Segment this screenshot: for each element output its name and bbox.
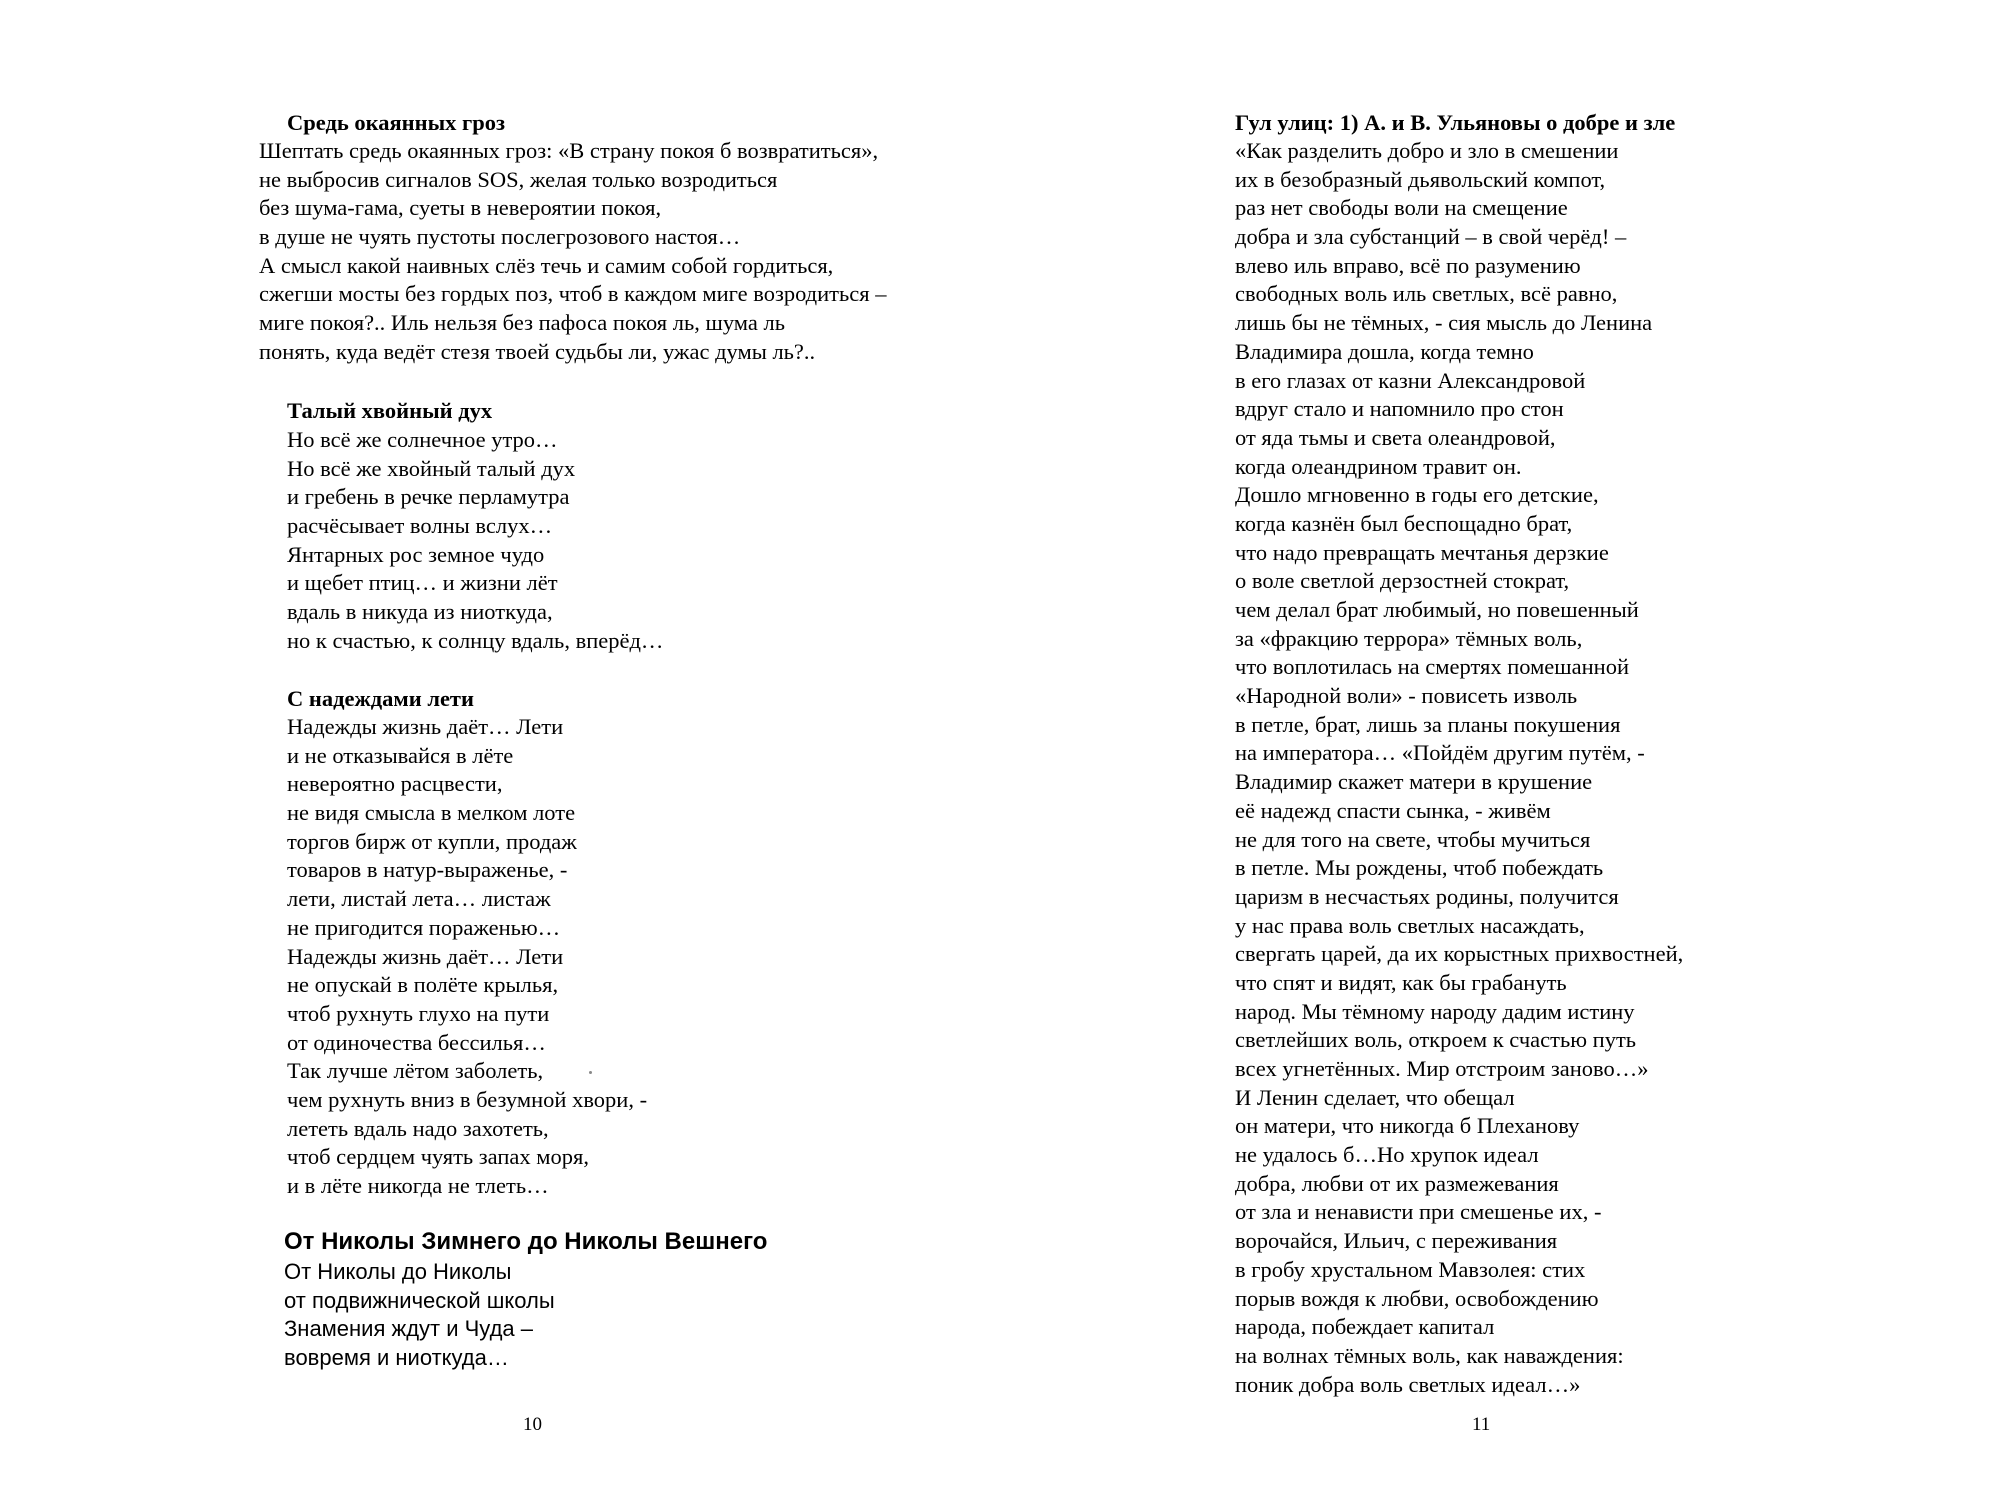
poem-line: чтоб рухнуть глухо на пути <box>287 1000 550 1026</box>
poem-line: От Николы до Николы <box>284 1259 512 1284</box>
poem-line: и в лёте никогда не тлеть… <box>287 1173 549 1198</box>
poem-line: от яда тьмы и света олеандровой, <box>1235 424 1556 450</box>
poem-line: Но всё же солнечное утро… <box>287 427 558 452</box>
poem-line: свергать царей, да их корыстных прихвостней, <box>1235 941 1684 967</box>
poem-body <box>1235 137 1683 1399</box>
poem-line: добра и зла субстанций – в свой черёд! – <box>1235 224 1627 250</box>
poem-line: царизм в несчастьях родины, получится <box>1235 883 1619 909</box>
poem-line: Владимира дошла, когда темно <box>1235 338 1534 364</box>
poem-line: не удалось б…Но хрупок идеал <box>1235 1142 1539 1168</box>
poem-line: «Народной воли» - повисеть изволь <box>1235 683 1578 709</box>
poem-line: понять, куда ведёт стезя твоей судьбы ли, ужас думы ль?.. <box>259 338 816 364</box>
poem-body <box>284 1258 555 1372</box>
poem-line: Дошло мгновенно в годы его детские, <box>1235 482 1599 508</box>
poem-line: Янтарных рос земное чудо <box>287 541 545 567</box>
poem-line: от подвижнической школы <box>284 1287 555 1313</box>
poem-line: А смысл какой наивных слёз течь и самим собой гордиться, <box>259 252 834 278</box>
poem-line: у нас права воль светлых насаждать, <box>1235 912 1585 938</box>
poem-line: Так лучше лётом заболеть, <box>287 1058 544 1084</box>
poem-line: Но всё же хвойный талый дух <box>287 455 576 481</box>
poem-line: народа, побеждает капитал <box>1235 1314 1495 1340</box>
poem-line: от зла и ненависти при смешенье их, - <box>1235 1199 1602 1225</box>
poem-line: Знамения ждут и Чуда – <box>284 1316 533 1342</box>
poem-line: но к счастью, к солнцу вдаль, вперёд… <box>287 627 664 653</box>
poem-line: миге покоя?.. Иль нельзя без пафоса покоя ль, шума ль <box>259 310 785 336</box>
page-number: 11 <box>1472 1414 1491 1435</box>
poem-line: он матери, что никогда б Плеханову <box>1235 1113 1580 1139</box>
poem-line: и не отказывайся в лёте <box>287 742 514 768</box>
poem-line: И Ленин сделает, что обещал <box>1235 1084 1515 1110</box>
page-number: 10 <box>523 1414 542 1435</box>
poem-line: лети, листай лета… листаж <box>287 886 551 912</box>
poem-line: их в безобразный дьявольский компот, <box>1235 166 1606 192</box>
poem-line: чем делал брат любимый, но повешенный <box>1235 597 1639 622</box>
print-speck <box>589 1071 592 1074</box>
poem-line: о воле светлой дерзостней стократ, <box>1235 568 1570 594</box>
poem-line: «Как разделить добро и зло в смешении <box>1235 138 1619 163</box>
poem-line: добра, любви от их размежевания <box>1235 1170 1559 1196</box>
poem-line: свободных воль иль светлых, всё равно, <box>1235 281 1618 307</box>
poem-line: лишь бы не тёмных, - сия мысль до Ленина <box>1235 310 1653 336</box>
poem-line: Шептать средь окаянных гроз: «В страну покоя б возвратиться», <box>259 138 879 163</box>
poem-line: за «фракцию террора» тёмных воль, <box>1235 625 1583 651</box>
poem-line: влево иль вправо, всё по разумению <box>1235 252 1581 278</box>
poem-line: сжегши мосты без гордых поз, чтоб в каждом миге возродиться – <box>259 281 887 307</box>
poem-line: не пригодится пораженью… <box>287 914 561 940</box>
poem-line: поник добра воль светлых идеал…» <box>1235 1371 1581 1397</box>
poem-line: в гробу хрустальном Мавзолея: стих <box>1235 1256 1586 1282</box>
poem-line: светлейших воль, откроем к счастью путь <box>1235 1027 1637 1053</box>
poem-line: товаров в натур-выраженье, - <box>287 857 568 883</box>
poem-line: раз нет свободы воли на смещение <box>1235 195 1568 221</box>
poem-line: народ. Мы тёмному народу дадим истину <box>1235 998 1635 1024</box>
poem-line: в петле. Мы рождены, чтоб побеждать <box>1235 855 1604 881</box>
poem-title: Гул улиц: 1) А. и В. Ульяновы о добре и зле <box>1235 110 1676 135</box>
poem-line: что спят и видят, как бы грабануть <box>1235 969 1567 995</box>
poem-line: без шума-гама, суеты в невероятии покоя, <box>259 195 662 221</box>
poem-title: С надеждами лети <box>287 686 474 711</box>
poem-line: не видя смысла в мелком лоте <box>287 800 576 826</box>
poem-body <box>287 713 647 1201</box>
poem-line: её надежд спасти сынка, - живём <box>1235 797 1551 823</box>
poem-line: невероятно расцвести, <box>287 771 503 797</box>
poem-line: когда казнён был беспощадно брат, <box>1235 510 1573 536</box>
poem-line: Надежды жизнь даёт… Лети <box>287 714 564 739</box>
poem-line: в петле, брат, лишь за планы покушения <box>1235 711 1621 737</box>
poem-line: чтоб сердцем чуять запах моря, <box>287 1144 589 1170</box>
poem-line: торгов бирж от купли, продаж <box>287 828 577 854</box>
poem-body <box>287 426 663 656</box>
poem-line: Владимир скажет матери в крушение <box>1235 769 1593 795</box>
right-page <box>1000 0 2000 1497</box>
poem-line: и гребень в речке перламутра <box>287 484 570 510</box>
poem-line: всех угнетённых. Мир отстроим заново…» <box>1235 1056 1649 1081</box>
poem-line: расчёсывает волны вслух… <box>287 513 553 539</box>
poem-line: и щебет птиц… и жизни лёт <box>287 570 558 596</box>
poem-line: ворочайся, Ильич, с переживания <box>1235 1228 1558 1254</box>
poem-title: Средь окаянных гроз <box>287 110 506 135</box>
section-title: От Николы Зимнего до Николы Вешнего <box>284 1228 768 1255</box>
poem-body <box>259 137 886 367</box>
poem-line: от одиночества бессилья… <box>287 1029 546 1055</box>
poem-line: Надежды жизнь даёт… Лети <box>287 943 564 969</box>
poem-line: не выбросив сигналов SOS, желая только возродиться <box>259 166 778 192</box>
poem-line: что надо превращать мечтанья дерзкие <box>1235 539 1609 565</box>
poem-line: на волнах тёмных воль, как наваждения: <box>1235 1342 1624 1368</box>
poem-line: лететь вдаль надо захотеть, <box>287 1115 549 1141</box>
poem-line: порыв вождя к любви, освобождению <box>1235 1285 1599 1311</box>
poem-line: на императора… «Пойдём другим путём, - <box>1235 740 1645 766</box>
poem-title: Талый хвойный дух <box>287 398 493 423</box>
poem-line: когда олеандрином травит он. <box>1235 453 1522 479</box>
poem-line: в душе не чуять пустоты послегрозового настоя… <box>259 224 741 250</box>
poem-line: не для того на свете, чтобы мучиться <box>1235 826 1591 852</box>
poem-line: не опускай в полёте крылья, <box>287 972 559 998</box>
poem-line: что воплотилась на смертях помешанной <box>1235 654 1629 680</box>
poem-line: вовремя и ниоткуда… <box>284 1344 509 1370</box>
poem-line: в его глазах от казни Александровой <box>1235 367 1586 393</box>
poem-line: вдаль в никуда из ниоткуда, <box>287 599 553 625</box>
poem-line: чем рухнуть вниз в безумной хвори, - <box>287 1086 648 1112</box>
poem-line: вдруг стало и напомнило про стон <box>1235 396 1564 422</box>
